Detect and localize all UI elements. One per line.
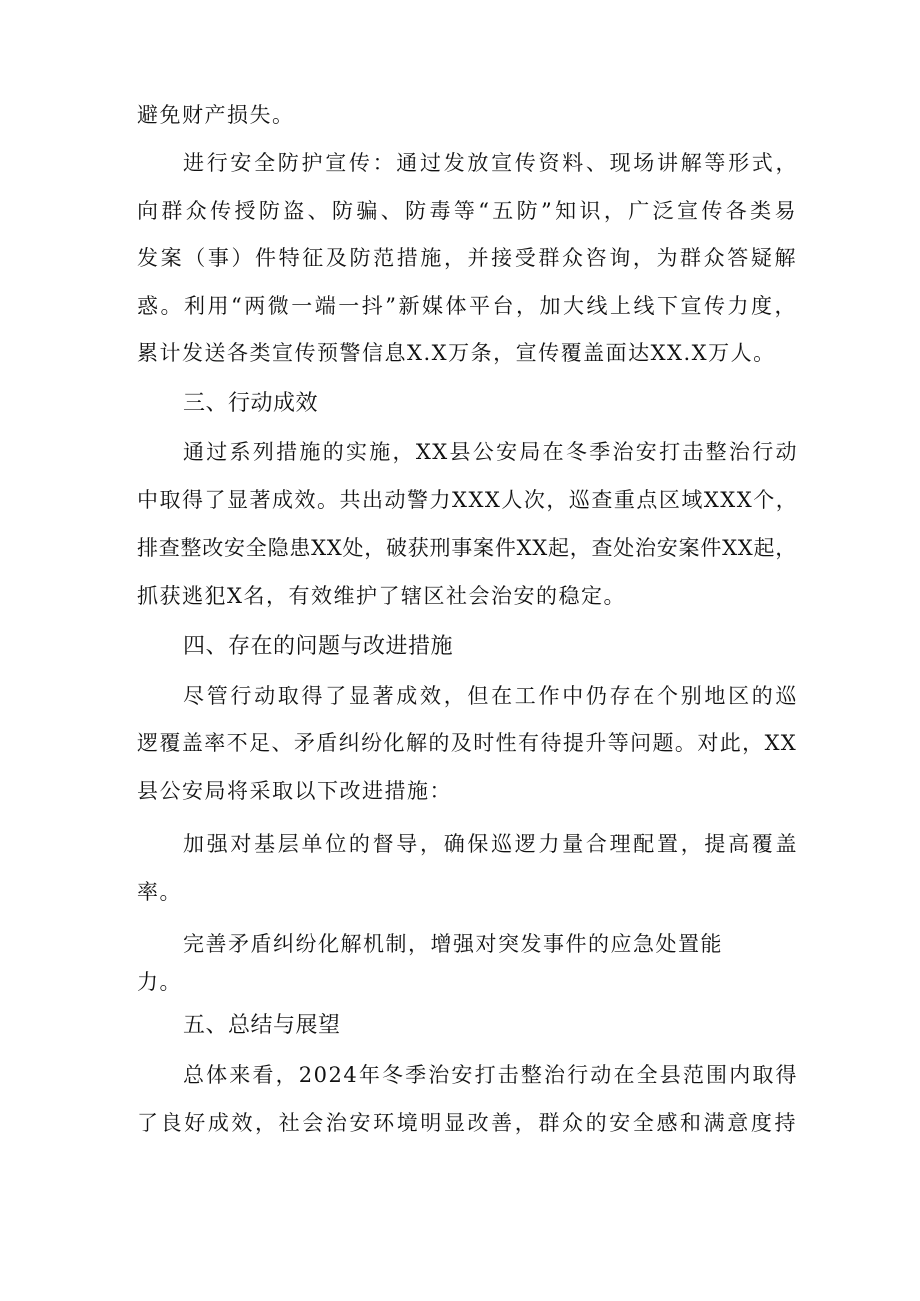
paragraph-line: 总体来看，2024年冬季治安打击整治行动在全县范围内取得 [183, 1063, 798, 1087]
body-line: 惑。利用“两微一端一抖”新媒体平台，加大线上线下宣传力度， [137, 294, 797, 318]
body-line: 中取得了显著成效。共出动警力XXX人次，巡查重点区域XXX个， [137, 488, 799, 512]
body-line: 了良好成效，社会治安环境明显改善，群众的安全感和满意度持 [137, 1111, 797, 1135]
section-heading: 五、总结与展望 [183, 1013, 341, 1038]
paragraph-line: 完善矛盾纠纷化解机制，增强对突发事件的应急处置能 [183, 932, 723, 956]
section-heading: 三、行动成效 [183, 391, 319, 416]
body-line: 避免财产损失。 [137, 103, 295, 127]
body-line: 向群众传授防盗、防骗、防毒等“五防”知识，广泛宣传各类易 [137, 199, 797, 223]
body-line: 抓获逃犯X名，有效维护了辖区社会治安的稳定。 [137, 584, 626, 608]
paragraph-line: 尽管行动取得了显著成效，但在工作中仍存在个别地区的巡 [183, 684, 798, 708]
body-line: 累计发送各类宣传预警信息X.X万条，宣传覆盖面达XX.X万人。 [137, 341, 776, 365]
section-heading: 四、存在的问题与改进措施 [183, 634, 454, 659]
body-line: 发案（事）件特征及防范措施，并接受群众咨询，为群众答疑解 [137, 246, 797, 270]
body-line: 率。 [137, 880, 182, 904]
body-line: 力。 [137, 970, 182, 994]
paragraph-line: 加强对基层单位的督导，确保巡逻力量合理配置，提高覆盖 [183, 832, 798, 856]
paragraph-line: 进行安全防护宣传：通过发放宣传资料、现场讲解等形式， [183, 151, 798, 175]
body-line: 排查整改安全隐患XX处，破获刑事案件XX起，查处治安案件XX起， [137, 536, 797, 560]
body-line: 县公安局将采取以下改进措施： [137, 779, 452, 803]
body-line: 逻覆盖率不足、矛盾纠纷化解的及时性有待提升等问题。对此，XX [137, 731, 797, 755]
paragraph-line: 通过系列措施的实施，XX县公安局在冬季治安打击整治行动 [183, 440, 798, 464]
